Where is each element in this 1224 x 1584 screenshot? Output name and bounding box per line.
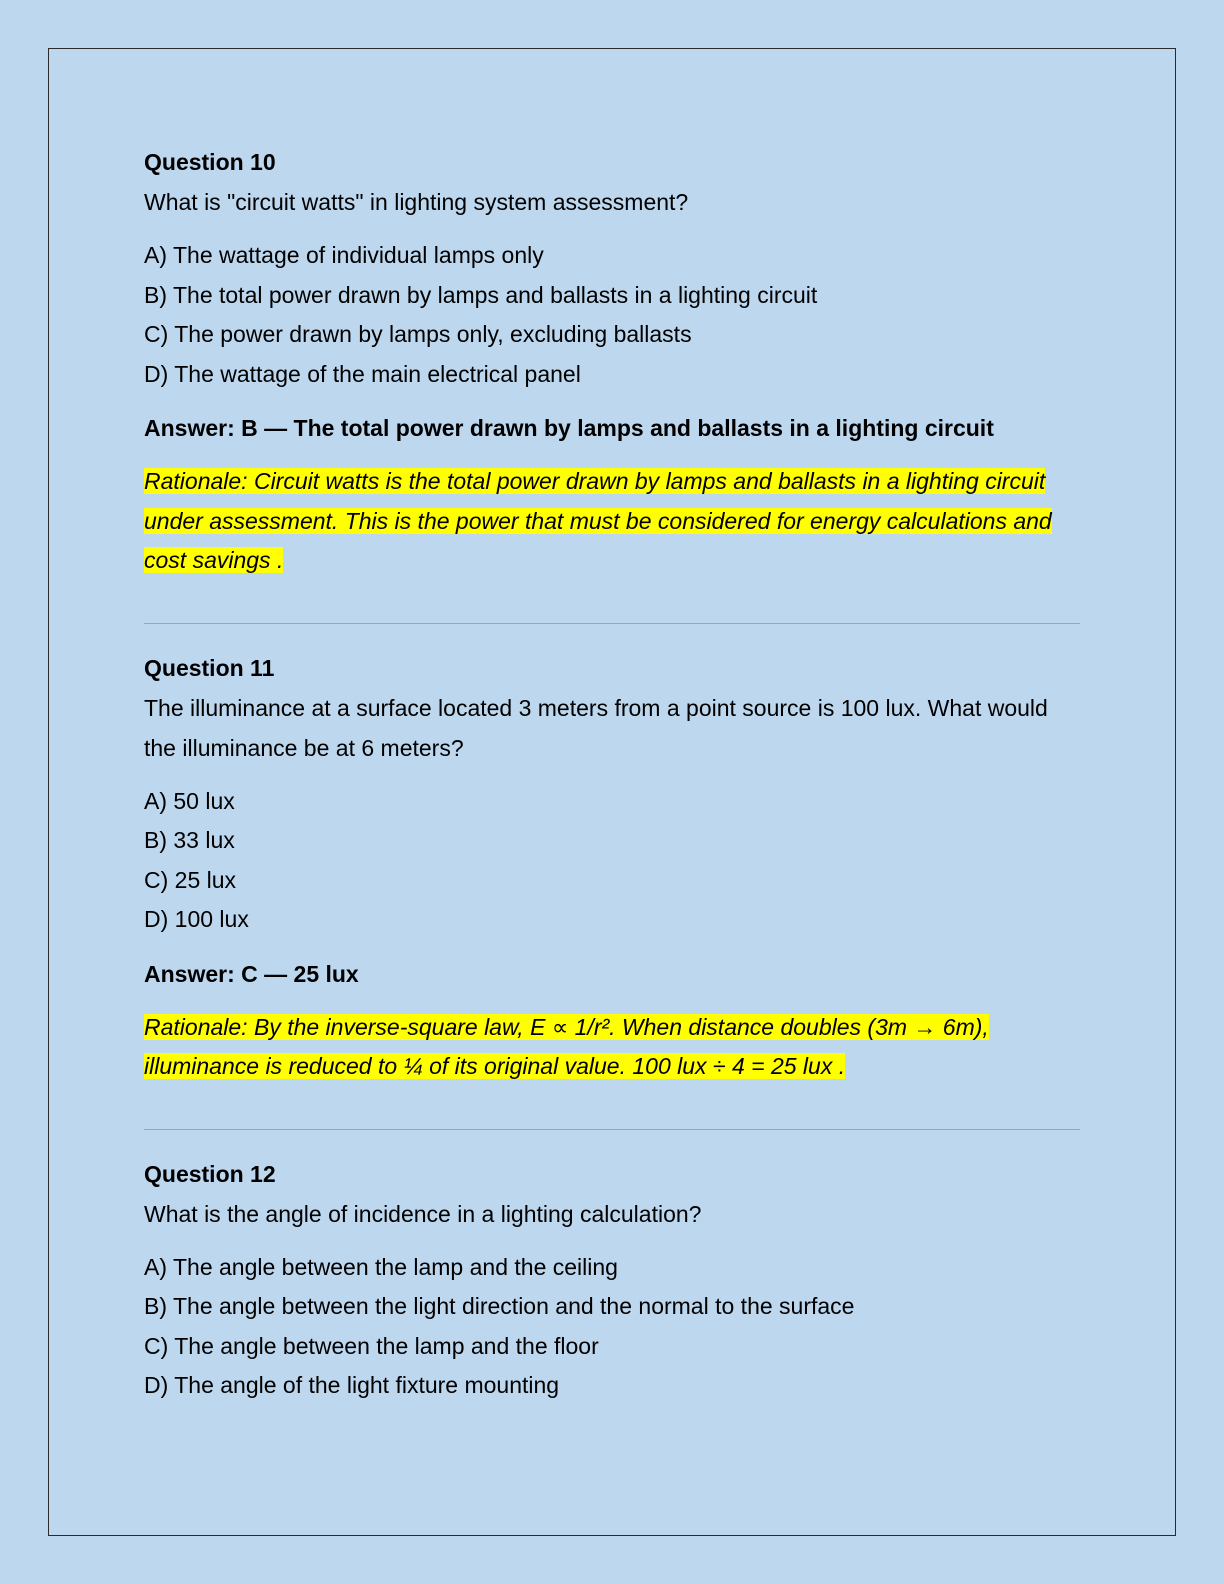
- answer-line: Answer: B — The total power drawn by lamps and ballasts in a lighting circuit: [144, 415, 994, 441]
- rationale-text: Rationale: By the inverse-square law, E ∝ 1/r². When distance doubles (3m → 6m), illuminance is reduced to ¼ of its original value. 100 lux ÷ 4 = 25 lux .: [144, 1013, 989, 1079]
- option-b: B) The total power drawn by lamps and ballasts in a lighting circuit: [144, 281, 818, 308]
- question-10: [144, 142, 1080, 581]
- answer-options: [144, 782, 1080, 940]
- question-title: Question 11: [144, 654, 275, 681]
- option-a: A) The wattage of individual lamps only: [144, 242, 544, 268]
- question-title: Question 10: [144, 149, 276, 175]
- question-title: Question 12: [144, 1160, 276, 1187]
- document-content: [144, 142, 1080, 1420]
- question-11: [144, 648, 1080, 1087]
- option-d: D) The angle of the light fixture mounting: [144, 1372, 560, 1398]
- question-text: What is the angle of incidence in a lighting calculation?: [144, 1200, 702, 1227]
- section-divider: [144, 1129, 1080, 1130]
- option-b: B) The angle between the light direction and the normal to the surface: [144, 1293, 855, 1319]
- option-c: C) The angle between the lamp and the floor: [144, 1332, 599, 1359]
- section-divider: [144, 623, 1080, 624]
- question-text: What is "circuit watts" in lighting system assessment?: [144, 189, 689, 215]
- option-c: C) 25 lux: [144, 866, 237, 893]
- option-a: A) The angle between the lamp and the ceiling: [144, 1253, 618, 1280]
- answer-options: [144, 236, 1080, 394]
- option-d: D) 100 lux: [144, 906, 249, 932]
- option-a: A) 50 lux: [144, 787, 235, 814]
- answer-line: Answer: C — 25 lux: [144, 960, 359, 987]
- rationale-text: Rationale: Circuit watts is the total power drawn by lamps and ballasts in a lighting circuit under assessment. This is the power that must be considered for energy calculations and cost savings .: [144, 468, 1052, 573]
- question-text: The illuminance at a surface located 3 meters from a point source is 100 lux. What would the illuminance be at 6 meters?: [144, 694, 1048, 761]
- option-d: D) The wattage of the main electrical panel: [144, 360, 581, 387]
- option-b: B) 33 lux: [144, 827, 235, 853]
- answer-options: [144, 1248, 1080, 1406]
- rationale-paragraph: [144, 1008, 1080, 1087]
- question-12: [144, 1154, 1080, 1406]
- option-c: C) The power drawn by lamps only, excluding ballasts: [144, 321, 692, 347]
- rationale-paragraph: [144, 462, 1080, 581]
